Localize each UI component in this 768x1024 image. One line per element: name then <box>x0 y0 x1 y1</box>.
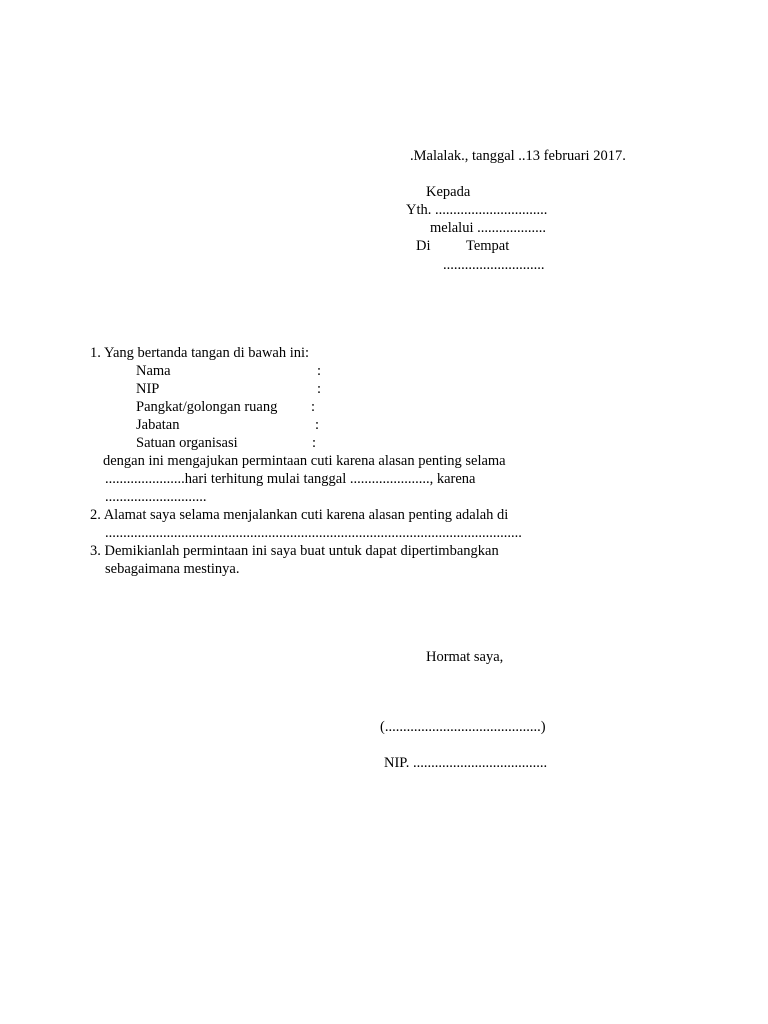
field-sep-nip: : <box>317 381 322 397</box>
item-2-line-1: 2. Alamat saya selama menjalankan cuti karena alasan penting adalah di <box>90 507 509 523</box>
field-label-jabatan: Jabatan <box>136 417 180 433</box>
signer-nip: NIP. ..................................... <box>384 755 548 771</box>
field-sep-satuan: : <box>312 435 317 451</box>
request-line-3: ............................ <box>105 489 207 505</box>
place-date: .Malalak., tanggal ..13 februari 2017. <box>410 148 626 164</box>
item-1-intro: 1. Yang bertanda tangan di bawah ini: <box>90 345 310 361</box>
field-sep-jabatan: : <box>315 417 320 433</box>
signature-line: (...........................................) <box>380 719 546 735</box>
field-label-nip: NIP <box>136 381 160 397</box>
field-label-satuan: Satuan organisasi <box>136 435 238 451</box>
tempat-label: Tempat <box>466 238 510 254</box>
field-sep-pangkat: : <box>311 399 316 415</box>
item-3-line-2: sebagaimana mestinya. <box>105 561 240 577</box>
item-3-line-1: 3. Demikianlah permintaan ini saya buat untuk dapat dipertimbangkan <box>90 543 499 559</box>
yth-line: Yth. ............................... <box>406 202 548 218</box>
hormat-saya: Hormat saya, <box>426 649 504 665</box>
field-label-pangkat: Pangkat/golongan ruang <box>136 399 278 415</box>
request-line-2: ......................hari terhitung mulai tanggal ......................, karena <box>105 471 476 487</box>
field-label-nama: Nama <box>136 363 171 379</box>
field-sep-nama: : <box>317 363 322 379</box>
kepada-label: Kepada <box>426 184 471 200</box>
place-dots: ............................ <box>443 257 545 273</box>
item-2-line-2: ................................................................................................................... <box>105 525 522 541</box>
di-label: Di <box>416 238 431 254</box>
request-line-1: dengan ini mengajukan permintaan cuti karena alasan penting selama <box>103 453 506 469</box>
melalui-line: melalui ................... <box>430 220 546 236</box>
